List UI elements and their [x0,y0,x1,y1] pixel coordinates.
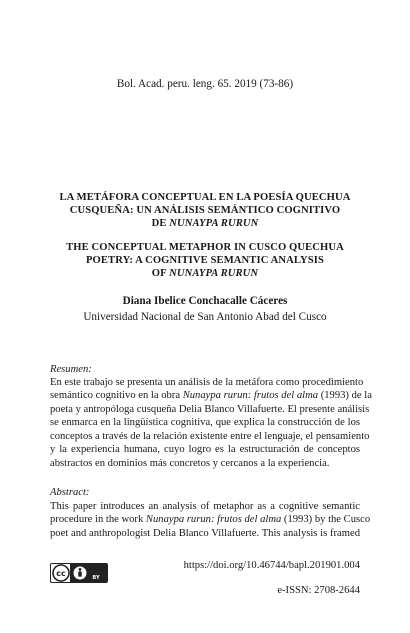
resumen-line: conceptos a través de la relación existente entre el lenguaje, el pensamiento [50,430,370,442]
title-en-line-2: POETRY: A COGNITIVE SEMANTIC ANALYSIS [85,255,325,266]
resumen-work-title: Nunaypa rurun: frutos del alma [182,390,319,402]
abstract-text [50,500,371,540]
license-badge-graphic [50,563,108,583]
resumen-line: poeta y antropóloga cusqueña Delia Blanco Villafuerte. El presente análisis [50,403,370,415]
title-en-work: NUNAYPA RURUN [169,268,259,279]
resumen-line: se enmarca en la lingüística cognitiva, que explica la construcción de los [50,417,360,429]
author-affiliation: Universidad Nacional de San Antonio Abad del Cusco [83,311,327,323]
journal-citation: Bol. Acad. peru. leng. 65. 2019 (73-86) [116,78,294,90]
title-es-prefix: DE [151,218,170,229]
resumen-label: Resumen: [50,364,92,375]
resumen-line [50,389,372,402]
abstract-text-run: procedure in the work [50,514,146,526]
title-en-line-3 [40,267,370,280]
title-es-line-1: LA METÁFORA CONCEPTUAL EN LA POESÍA QUECHUA [59,192,351,203]
abstract-line: This paper introduces an analysis of metaphor as a cognitive semantic [50,501,360,512]
abstract-label: Abstract: [50,487,90,498]
resumen-text-run: semántico cognitivo en la obra [50,390,183,402]
resumen-line: y la experiencia humana, cuyo logro es la estructuración de conceptos [50,444,360,456]
title-es-work: NUNAYPA RURUN [169,218,259,229]
svg-text:BY: BY [92,575,100,581]
abstract-work-title: Nunaypa rurun: frutos del alma [145,514,282,526]
resumen-text-run: (1993) de la [318,390,372,402]
svg-text:cc: cc [56,569,66,578]
creative-commons-by-icon[interactable] [50,563,108,583]
title-english [40,241,370,280]
eissn-label: e-ISSN: 2708-2644 [277,585,360,596]
doi-link[interactable]: https://doi.org/10.46744/bapl.201901.004 [183,560,360,571]
title-es-line-2: CUSQUEÑA: UN ANÁLISIS SEMÁNTICO COGNITIVO [69,205,341,216]
resumen-line: abstractos en dominios más concretos y cercanos a la experiencia. [50,457,330,469]
abstract-line: poet and anthropologist Delia Blanco Villafuerte. This analysis is framed [50,527,360,539]
author-name: Diana Ibelice Conchacalle Cáceres [122,295,288,307]
resumen-line: En este trabajo se presenta un análisis de la metáfora como procedimiento [50,377,364,388]
abstract-text-run: (1993) by the Cusco [281,514,371,526]
title-en-prefix: OF [151,268,170,279]
title-en-line-1: THE CONCEPTUAL METAPHOR IN CUSCO QUECHUA [66,242,344,253]
abstract-line [50,513,371,526]
title-es-line-3 [40,217,370,230]
title-spanish [40,191,370,230]
resumen-text [50,376,372,470]
